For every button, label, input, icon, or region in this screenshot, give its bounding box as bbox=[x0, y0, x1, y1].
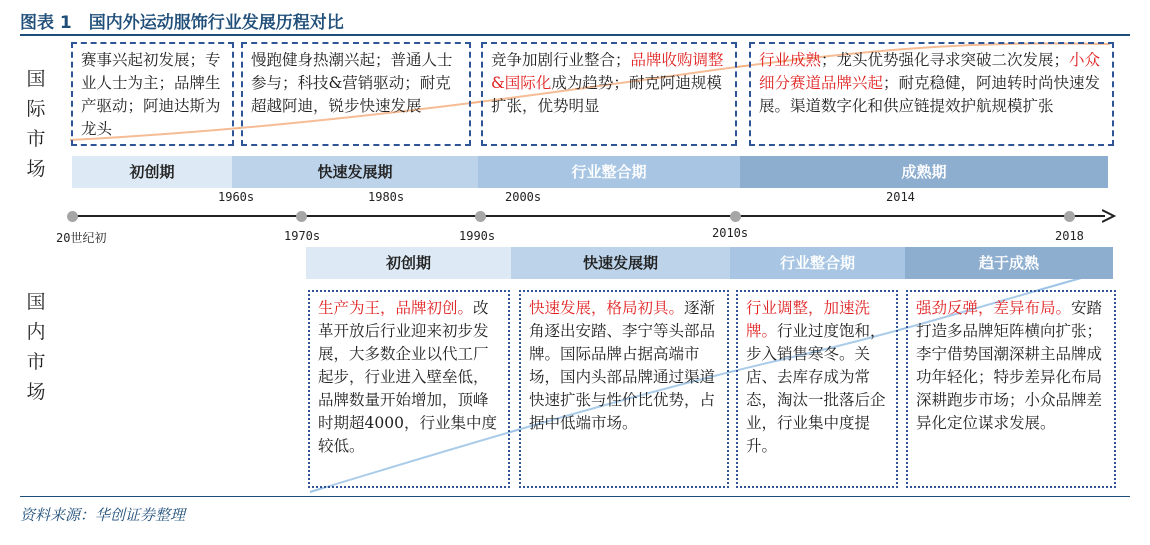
international-box-growth bbox=[241, 42, 471, 146]
domestic-box-integration bbox=[736, 290, 898, 488]
box-text-highlight: 生产为王，品牌初创。 bbox=[318, 299, 474, 317]
timeline-label-bottom: 2018 bbox=[1055, 229, 1084, 243]
box-text: 安踏打造多品牌矩阵横向扩张；李宁借势国潮深耕主品牌成功年轻化；特步差异化布局深耕跑步市场；小众品牌差异化定位谋求发展。 bbox=[916, 299, 1103, 432]
box-text: 竞争加剧行业整合； bbox=[491, 51, 631, 69]
box-text: 行业过度饱和，步入销售寒冬。关店、去库存成为常态，淘汰一批落后企业，行业集中度提升。 bbox=[746, 322, 886, 455]
timeline-dot bbox=[1064, 211, 1075, 222]
bottom-rule bbox=[20, 496, 1130, 497]
domestic-market-label bbox=[24, 287, 48, 407]
box-text: ；耐克稳健，阿迪转时尚快速发展。渠道数字化和供应链提效护航规模扩张 bbox=[759, 74, 1101, 115]
domestic-box-growth bbox=[519, 290, 729, 488]
domestic-label-char: 内 bbox=[26, 321, 46, 343]
timeline-dot bbox=[475, 211, 486, 222]
timeline-axis bbox=[72, 215, 1105, 217]
box-text-highlight: 行业调整，加速洗牌。 bbox=[746, 299, 871, 340]
timeline-dot bbox=[67, 211, 78, 222]
domestic-stage-integration: 行业整合期 bbox=[730, 247, 905, 279]
domestic-stage-mature: 趋于成熟 bbox=[905, 247, 1113, 279]
domestic-label-char: 国 bbox=[26, 291, 46, 313]
domestic-label-char: 场 bbox=[26, 381, 46, 403]
timeline-dot bbox=[296, 211, 307, 222]
international-market-label bbox=[24, 64, 48, 184]
international-label-char: 际 bbox=[26, 98, 46, 120]
timeline-label-bottom: 20世纪初 bbox=[56, 231, 107, 245]
domestic-box-startup bbox=[308, 290, 510, 488]
timeline-arrow-icon bbox=[1102, 209, 1116, 223]
box-text-highlight: 强劲反弹，差异布局。 bbox=[916, 299, 1072, 317]
timeline-dot bbox=[730, 211, 741, 222]
international-stage-mature: 成熟期 bbox=[740, 156, 1108, 188]
timeline-label-bottom: 2010s bbox=[712, 226, 749, 240]
timeline-label-top: 2000s bbox=[505, 190, 542, 204]
box-text: ；龙头优势强化寻求突破二次发展； bbox=[821, 51, 1070, 69]
box-text-highlight: 小众细分赛道品牌兴起 bbox=[759, 51, 1101, 92]
timeline-label-top: 1980s bbox=[368, 190, 405, 204]
timeline-label-bottom: 1990s bbox=[459, 229, 496, 243]
international-label-char: 场 bbox=[26, 158, 46, 180]
international-box-integration bbox=[481, 42, 737, 146]
international-stage-growth: 快速发展期 bbox=[232, 156, 478, 188]
source-note: 资料来源：华创证券整理 bbox=[20, 506, 186, 524]
box-text: 成为趋势；耐克阿迪规模扩张，优势明显 bbox=[491, 74, 722, 115]
international-stage-startup: 初创期 bbox=[72, 156, 232, 188]
timeline-label-top: 2014 bbox=[886, 190, 915, 204]
box-text: 慢跑健身热潮兴起；普通人士参与；科技&营销驱动；耐克超越阿迪，锐步快速发展 bbox=[251, 51, 453, 115]
figure-title: 图表 1 国内外运动服饰行业发展历程对比 bbox=[20, 13, 344, 33]
domestic-label-char: 市 bbox=[26, 351, 46, 373]
box-text-highlight: 快速发展，格局初具。 bbox=[529, 299, 685, 317]
domestic-stage-startup: 初创期 bbox=[306, 247, 511, 279]
box-text: 改革开放后行业迎来初步发展，大多数企业以代工厂起步，行业进入壁垒低，品牌数量开始增加，顶峰时期超4000，行业集中度较低。 bbox=[318, 299, 497, 455]
timeline-label-bottom: 1970s bbox=[284, 229, 321, 243]
domestic-stage-growth: 快速发展期 bbox=[511, 247, 730, 279]
international-box-mature bbox=[749, 42, 1114, 146]
box-text-highlight: 品牌收购调整&国际化 bbox=[491, 51, 724, 92]
box-text-highlight: 行业成熟 bbox=[759, 51, 822, 69]
domestic-box-mature bbox=[906, 290, 1116, 488]
international-stage-integration: 行业整合期 bbox=[478, 156, 740, 188]
timeline-label-top: 1960s bbox=[218, 190, 255, 204]
international-label-char: 市 bbox=[26, 128, 46, 150]
international-box-startup bbox=[71, 42, 234, 146]
international-label-char: 国 bbox=[26, 68, 46, 90]
box-text: 逐渐角逐出安踏、李宁等头部品牌。国际品牌占据高端市场，国内头部品牌通过渠道快速扩张与性价比优势，占据中低端市场。 bbox=[529, 299, 716, 432]
box-text: 赛事兴起初发展；专业人士为主；品牌生产驱动；阿迪达斯为龙头 bbox=[81, 51, 221, 138]
